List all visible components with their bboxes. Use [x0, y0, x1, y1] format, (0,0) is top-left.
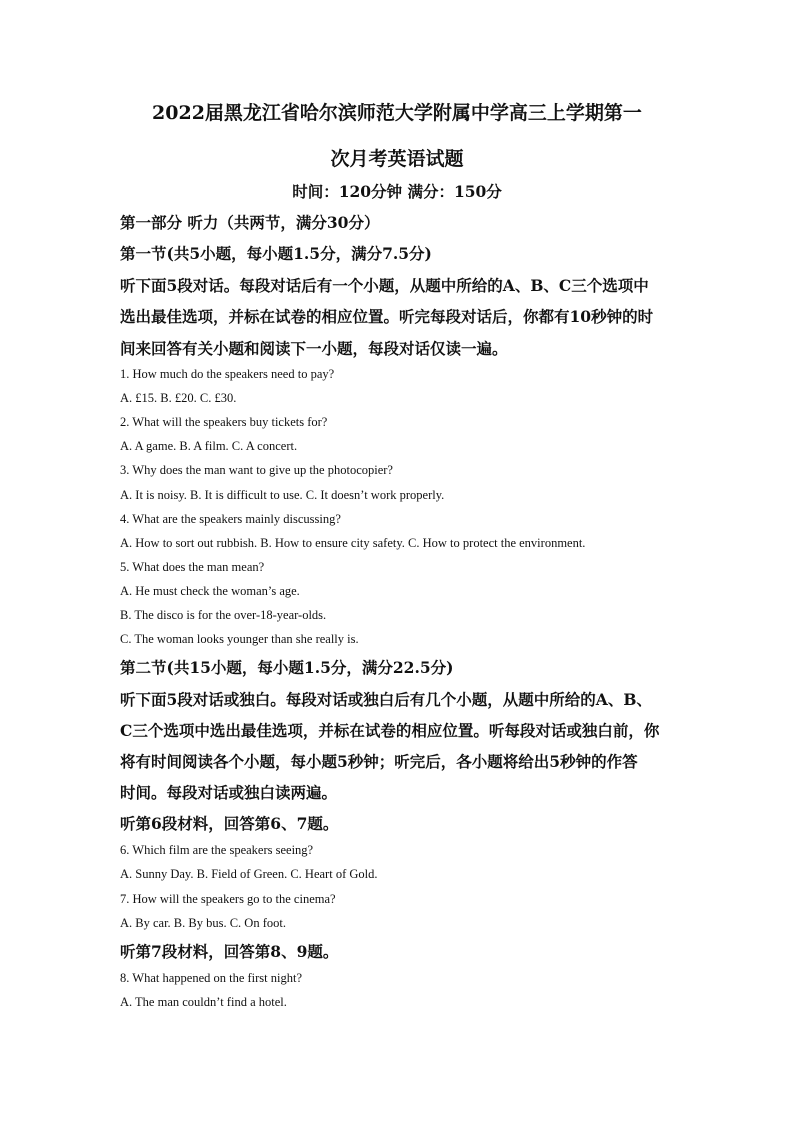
question-line: 3. Why does the man want to give up the photocopier?: [120, 463, 393, 477]
section-1-instructions-line: 选出最佳选项，并标在试卷的相应位置。听完每段对话后，你都有10秒钟的时: [120, 307, 654, 326]
section-1-heading: 第一节(共5小题，每小题1.5分，满分7.5分): [120, 244, 432, 263]
exam-info: 时间：120分钟 满分：150分: [292, 182, 502, 201]
question-line: 6. Which film are the speakers seeing?: [120, 843, 314, 857]
section-2-instructions-line: C三个选项中选出最佳选项，并标在试卷的相应位置。听每段对话或独白前，你: [120, 721, 660, 740]
section-2-instructions-line: 听下面5段对话或独白。每段对话或独白后有几个小题，从题中所给的A、B、: [120, 690, 652, 709]
question-line: C. The woman looks younger than she really is.: [120, 632, 359, 646]
question-line: A. By car. B. By bus. C. On foot.: [120, 916, 286, 930]
part-1-heading: 第一部分 听力（共两节，满分30分）: [120, 213, 380, 232]
question-line: A. The man couldn’t find a hotel.: [120, 995, 287, 1009]
question-line: 2. What will the speakers buy tickets for?: [120, 415, 328, 429]
question-line: A. How to sort out rubbish. B. How to ensure city safety. C. How to protect the environment.: [120, 536, 586, 550]
section-1-instructions-line: 听下面5段对话。每段对话后有一个小题，从题中所给的A、B、C三个选项中: [120, 276, 649, 295]
question-line: A. He must check the woman’s age.: [120, 584, 300, 598]
question-line: 7. How will the speakers go to the cinema?: [120, 892, 336, 906]
question-line: 8. What happened on the first night?: [120, 971, 303, 985]
question-line: 4. What are the speakers mainly discussing?: [120, 512, 341, 526]
section-2-instructions-line: 时间。每段对话或独白读两遍。: [120, 783, 338, 802]
question-line: 5. What does the man mean?: [120, 560, 265, 574]
exam-title-line-2: 次月考英语试题: [330, 148, 464, 170]
question-line: A. Sunny Day. B. Field of Green. C. Heart of Gold.: [120, 867, 378, 881]
section-2-heading: 第二节(共15小题，每小题1.5分，满分22.5分): [120, 658, 454, 677]
material-7-heading: 听第7段材料，回答第8、9题。: [120, 942, 339, 961]
question-line: A. It is noisy. B. It is difficult to use. C. It doesn’t work properly.: [120, 488, 445, 502]
section-2-instructions-line: 将有时间阅读各个小题，每小题5秒钟；听完后，各小题将给出5秒钟的作答: [120, 752, 638, 771]
question-line: B. The disco is for the over-18-year-olds.: [120, 608, 327, 622]
exam-title-line-1: 2022届黑龙江省哈尔滨师范大学附属中学高三上学期第一: [152, 102, 642, 124]
question-line: 1. How much do the speakers need to pay?: [120, 367, 335, 381]
question-line: A. £15. B. £20. C. £30.: [120, 391, 237, 405]
material-6-heading: 听第6段材料，回答第6、7题。: [120, 814, 339, 833]
section-1-instructions-line: 间来回答有关小题和阅读下一小题，每段对话仅读一遍。: [120, 339, 508, 358]
question-line: A. A game. B. A film. C. A concert.: [120, 439, 298, 453]
